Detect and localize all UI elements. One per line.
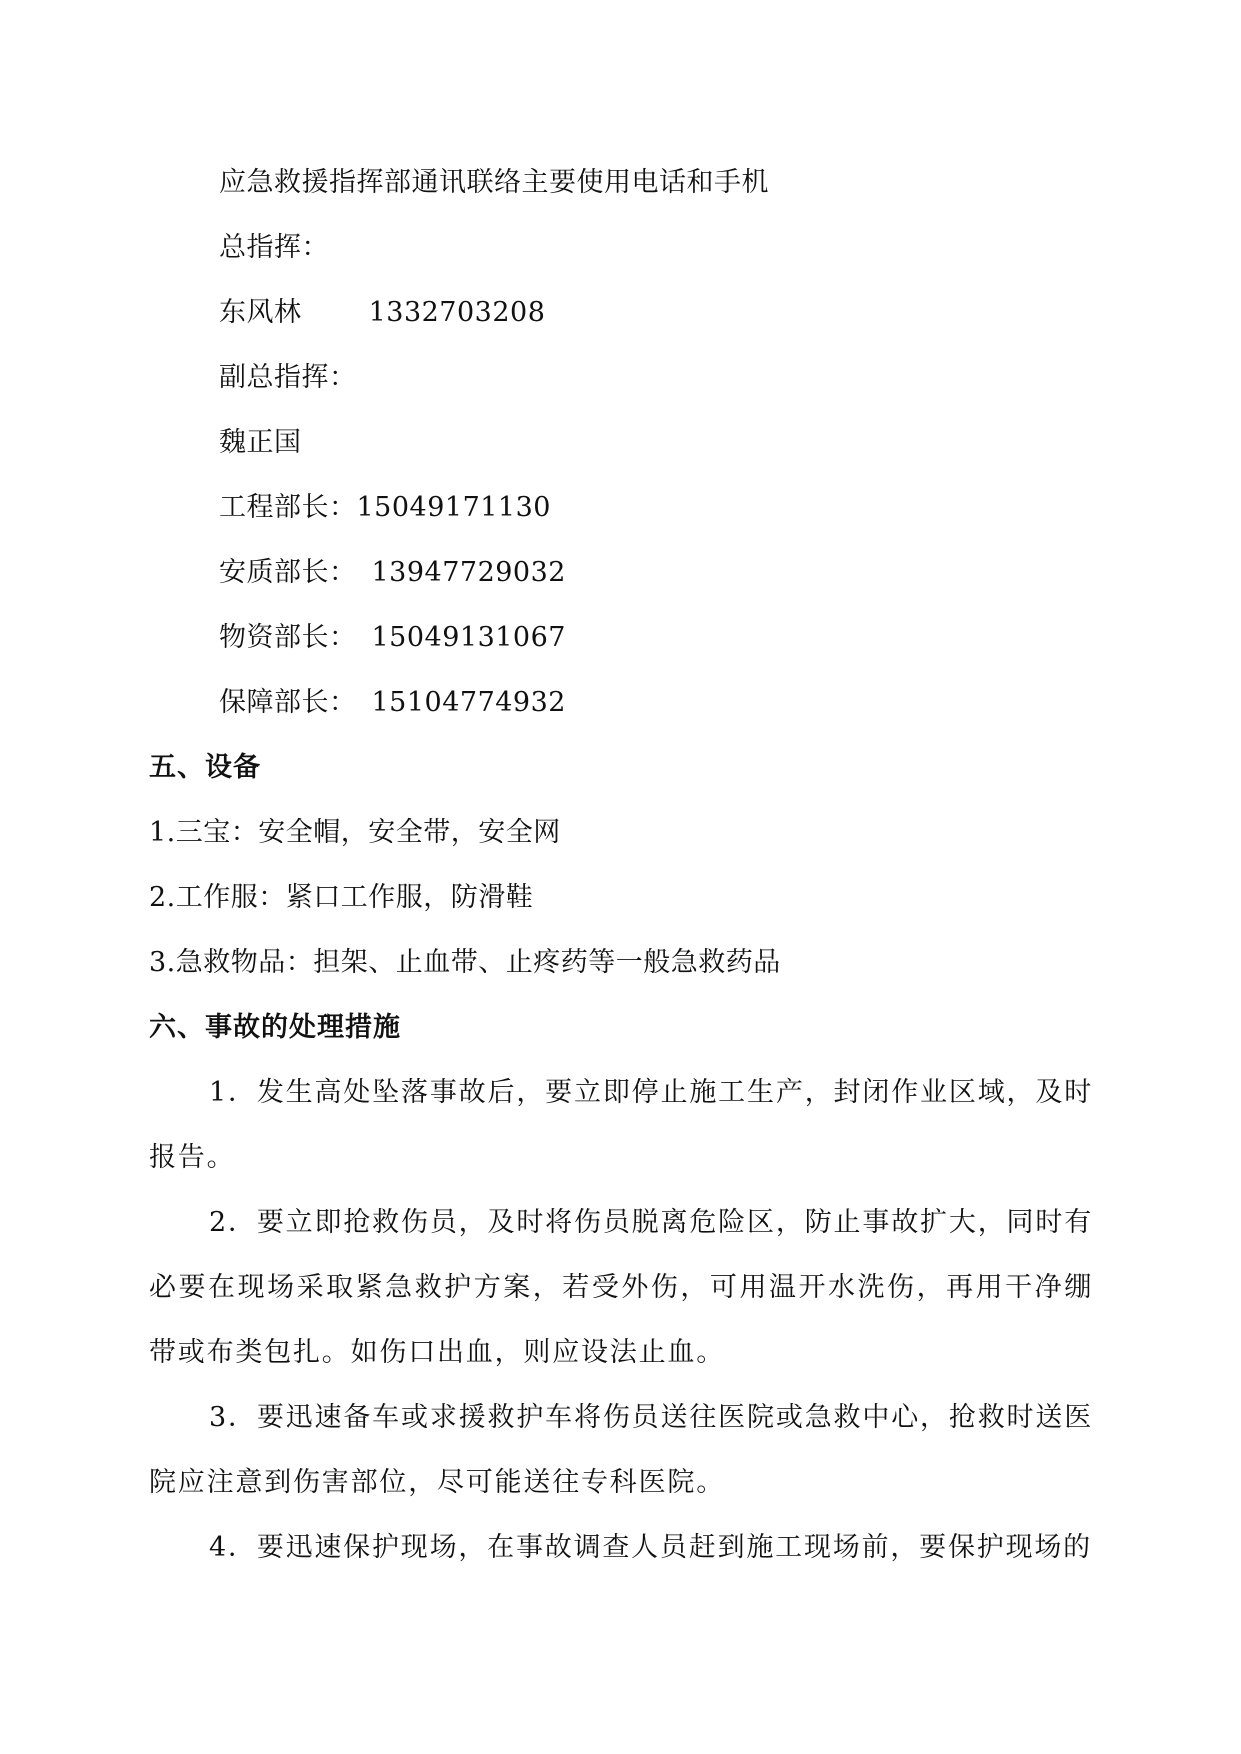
equipment-item: 2.工作服：紧口工作服，防滑鞋 [149, 882, 534, 913]
equipment-item: 1.三宝：安全帽，安全带，安全网 [149, 817, 561, 848]
materials-label: 物资部长： [219, 622, 357, 653]
contacts-intro: 应急救援指挥部通讯联络主要使用电话和手机 [219, 167, 769, 198]
section6-heading: 六、事故的处理措施 [149, 1012, 401, 1043]
materials-phone: 15049131067 [371, 622, 566, 653]
safety-quality-phone: 13947729032 [371, 557, 566, 588]
materials-row [219, 618, 566, 658]
safety-quality-label: 安质部长： [219, 557, 357, 588]
commander-row [219, 293, 545, 333]
measure-paragraph: 2．要立即抢救伤员，及时将伤员脱离危险区，防止事故扩大，同时有必要在现场采取紧急救护方案，若受外伤，可用温开水洗伤，再用干净绷带或布类包扎。如伤口出血，则应设法止血。 [149, 1207, 1093, 1368]
engineering-label: 工程部长： [219, 492, 357, 523]
section5-heading: 五、设备 [149, 752, 261, 783]
engineering-row [219, 488, 551, 528]
equipment-item: 3.急救物品：担架、止血带、止疼药等一般急救药品 [149, 947, 781, 978]
measure-paragraph: 3．要迅速备车或求援救护车将伤员送往医院或急救中心，抢救时送医院应注意到伤害部位，尽可能送往专科医院。 [149, 1402, 1093, 1498]
deputy-label: 副总指挥： [219, 362, 357, 393]
engineering-phone: 15049171130 [356, 492, 551, 523]
deputy-name: 魏正国 [219, 427, 302, 458]
safety-quality-row [219, 553, 566, 593]
measure-paragraph: 4．要迅速保护现场，在事故调查人员赶到施工现场前，要保护现场的 [209, 1532, 1092, 1563]
support-phone: 15104774932 [371, 687, 566, 718]
support-row [219, 683, 566, 723]
support-label: 保障部长： [219, 687, 357, 718]
measure-paragraph: 1．发生高处坠落事故后，要立即停止施工生产，封闭作业区域，及时报告。 [149, 1077, 1093, 1173]
commander-phone: 1332703208 [368, 297, 546, 328]
commander-label: 总指挥： [219, 232, 329, 263]
commander-name: 东风林 [219, 297, 302, 328]
